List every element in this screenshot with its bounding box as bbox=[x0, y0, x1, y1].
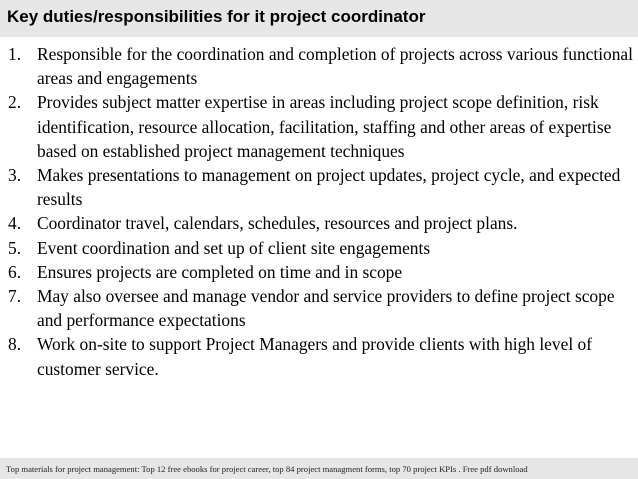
footer-text: Top materials for project management: Top 12 free ebooks for project career, top 84 project managment forms, top 70 project KPIs . Free pdf download bbox=[6, 464, 528, 474]
duty-item bbox=[8, 42, 633, 90]
duties-list bbox=[8, 42, 633, 381]
duty-number: 4. bbox=[8, 213, 22, 234]
duty-item bbox=[8, 332, 633, 380]
duty-item bbox=[8, 236, 633, 260]
page-title: Key duties/responsibilities for it project coordinator bbox=[7, 7, 426, 26]
duty-text: Event coordination and set up of client site engagements bbox=[37, 237, 431, 258]
duty-text: May also oversee and manage vendor and service providers to define project scope and performance expectations bbox=[37, 286, 615, 331]
footer-bar bbox=[0, 458, 638, 479]
duty-item bbox=[8, 284, 633, 332]
duty-text: Responsible for the coordination and completion of projects across various functional areas and engagements bbox=[37, 44, 633, 89]
duty-text: Ensures projects are completed on time and in scope bbox=[37, 261, 403, 282]
duty-number: 7. bbox=[8, 286, 22, 307]
duty-number: 3. bbox=[8, 165, 22, 186]
duty-number: 2. bbox=[8, 92, 22, 113]
duty-text: Coordinator travel, calendars, schedules, resources and project plans. bbox=[37, 213, 518, 234]
duty-item bbox=[8, 163, 633, 211]
duty-number: 8. bbox=[8, 334, 22, 355]
duty-item bbox=[8, 90, 633, 163]
title-bar bbox=[0, 0, 638, 37]
duty-number: 5. bbox=[8, 237, 22, 258]
duty-text: Makes presentations to management on project updates, project cycle, and expected results bbox=[37, 165, 621, 210]
duty-text: Provides subject matter expertise in areas including project scope definition, risk identification, resource allocation, facilitation, staffing and other areas of expertise based on established project management techniques bbox=[37, 92, 612, 161]
duty-item bbox=[8, 260, 633, 284]
duty-text: Work on-site to support Project Managers and provide clients with high level of customer service. bbox=[37, 334, 592, 379]
duty-number: 6. bbox=[8, 261, 22, 282]
duty-number: 1. bbox=[8, 44, 22, 64]
duty-item bbox=[8, 211, 633, 235]
